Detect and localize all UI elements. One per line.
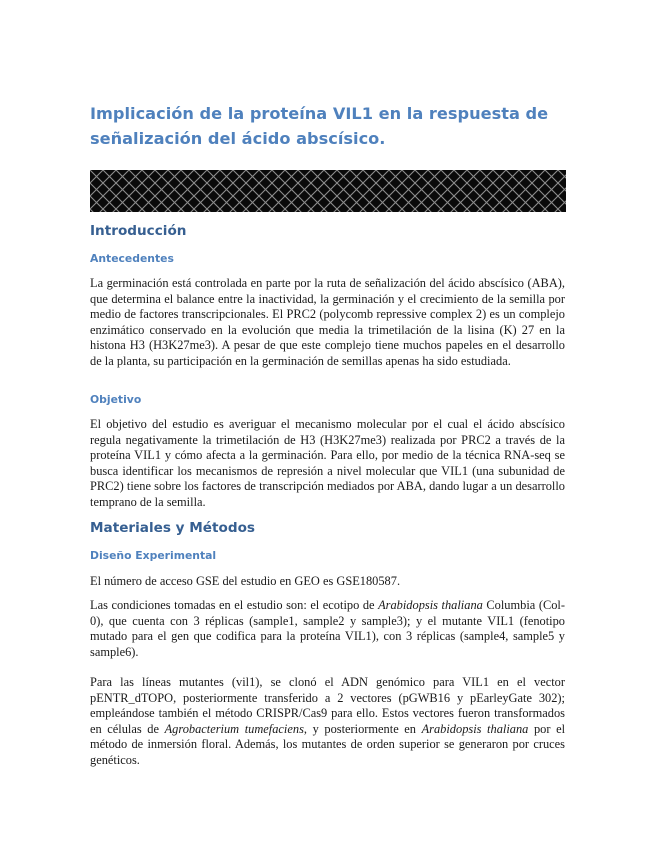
paragraph-accession: El número de acceso GSE del estudio en GEO es GSE180587. [90,574,401,588]
heading-introduccion: Introducción [90,223,187,239]
heading-diseno-experimental: Diseño Experimental [90,549,217,562]
document-title: Implicación de la proteína VIL1 en la respuesta de señalización del ácido abscísico. [90,104,549,148]
bacterium-name: Agrobacterium tumefaciens [164,721,304,736]
species-name-2: Arabidopsis thaliana [421,721,529,736]
conditions-text-b: Columbia (Col-0), que cuenta con 3 réplicas (sample1, sample2 y sample3); y el mutante VIL1 (fenotipo mutado para el gen que codifica para la proteína VIL1), con 3 réplicas (sample4, sample5 y sample6). [90,598,565,659]
species-name: Arabidopsis thaliana [378,598,483,612]
heading-antecedentes: Antecedentes [90,252,174,265]
conditions-text-a: Las condiciones tomadas en el estudio son: el ecotipo de [90,598,379,612]
paragraph-conditions [90,598,565,660]
paragraph-objetivo: El objetivo del estudio es averiguar el mecanismo molecular por el cual el ácido abscísico regula negativamente la trimetilación de H3 (H3K27me3) realizada por PRC2 a través de la proteína VIL1 y cómo afecta a la germinación. Para ello, por medio de la técnica RNA-seq se busca identificar los mecanismos de represión a nivel molecular que VIL1 (una subunidad de PRC2) tiene sobre los factores de transcripción mediados por ABA, dando lugar a un desarrollo temprano de la semilla. [90,417,565,509]
paragraph-antecedentes: La germinación está controlada en parte por la ruta de señalización del ácido abscísico (ABA), que determina el balance entre la inactividad, la germinación y el crecimiento de la semilla por medio de factores transcripcionales. El PRC2 (polycomb repressive complex 2) es un complejo enzimático conservado en la evolución que media la trimetilación de la lisina (K) 27 en la histona H3 (H3K27me3). A pesar de que este complejo tiene muchos papeles en el desarrollo de la planta, su participación en la germinación de semillas apenas ha sido estudiada. [90,276,565,368]
heading-materiales-metodos: Materiales y Métodos [90,520,255,536]
decorative-banner [90,170,566,212]
mutants-text-a: Para las líneas mutantes (vil1), se clonó el ADN genómico para VIL1 en el vector pENTR_dTOPO, posteriormente transferido a 2 vectores (pGWB16 y pEarleyGate 302); empleándose también el método CRISPR/Cas9 para ello. Estos vectores fueron transformados en células de [90,675,565,736]
heading-objetivo: Objetivo [90,393,142,406]
paragraph-mutants [90,675,565,769]
mutants-text-b: , y posteriormente en [303,721,422,736]
mutants-text-c: por el método de inmersión floral. Además, los mutantes de orden superior se generaron por cruces genéticos. [90,721,566,767]
